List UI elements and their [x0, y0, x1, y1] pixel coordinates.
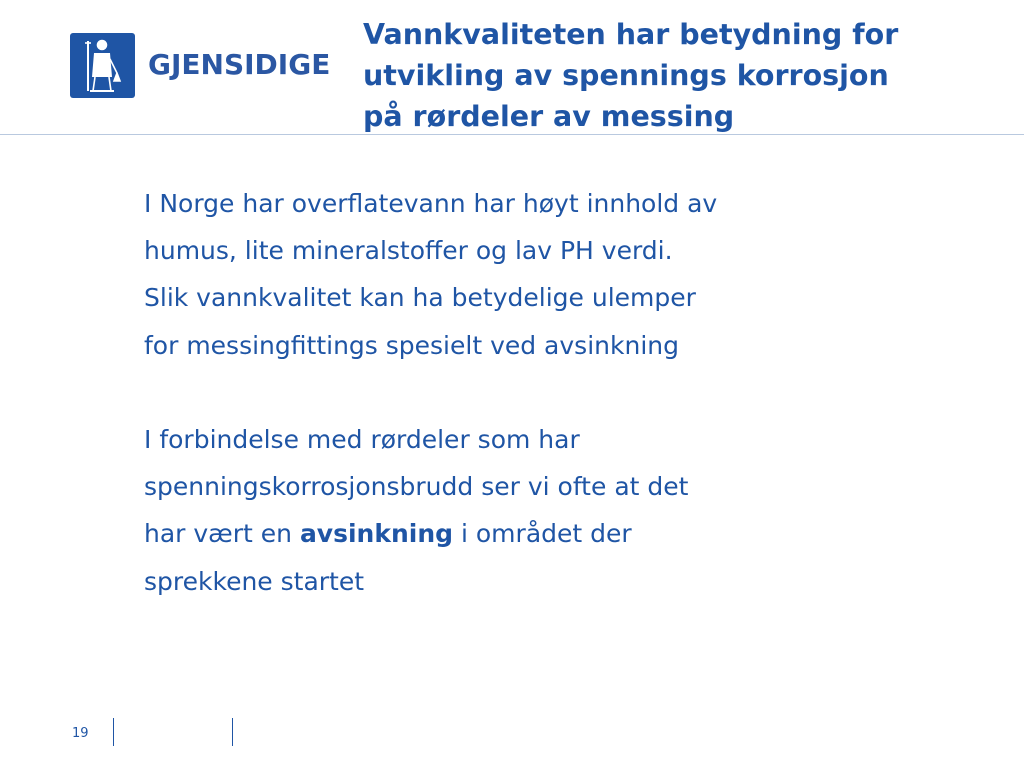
title-line: utvikling av spennings korrosjon: [363, 59, 889, 92]
emphasis-text: avsinkning: [299, 519, 454, 549]
body-line: I forbindelse med rørdeler som har: [144, 425, 580, 454]
gjensidige-emblem-icon: [70, 33, 135, 98]
body-line: Slik vannkvalitet kan ha betydelige ulemper: [144, 283, 696, 313]
body-line: I Norge har overflatevann har høyt innhold av: [144, 189, 718, 218]
paragraph-water-quality: [144, 180, 904, 369]
title-line: på rørdeler av messing: [363, 100, 735, 133]
slide-body: [144, 180, 904, 605]
footer-divider: [113, 718, 114, 746]
body-line: for messingfittings spesielt ved avsinkning: [144, 330, 679, 360]
body-line: humus, lite mineralstoffer og lav PH verdi.: [144, 236, 673, 266]
title-line: Vannkvaliteten har betydning for: [363, 18, 899, 51]
slide-title: [363, 14, 1013, 137]
body-line: sprekkene startet: [144, 566, 365, 596]
header-divider: [0, 134, 1024, 135]
company-logo-text: GJENSIDIGE: [148, 48, 331, 81]
body-text: har vært en: [144, 519, 300, 549]
paragraph-dezincification: [144, 416, 904, 605]
page-number: 19: [72, 726, 89, 741]
body-text: i området der: [453, 519, 632, 549]
body-line: spenningskorrosjonsbrudd ser vi ofte at det: [144, 472, 689, 502]
paragraph-spacer: [144, 369, 904, 416]
footer-divider: [232, 718, 233, 746]
body-line: [144, 510, 904, 557]
